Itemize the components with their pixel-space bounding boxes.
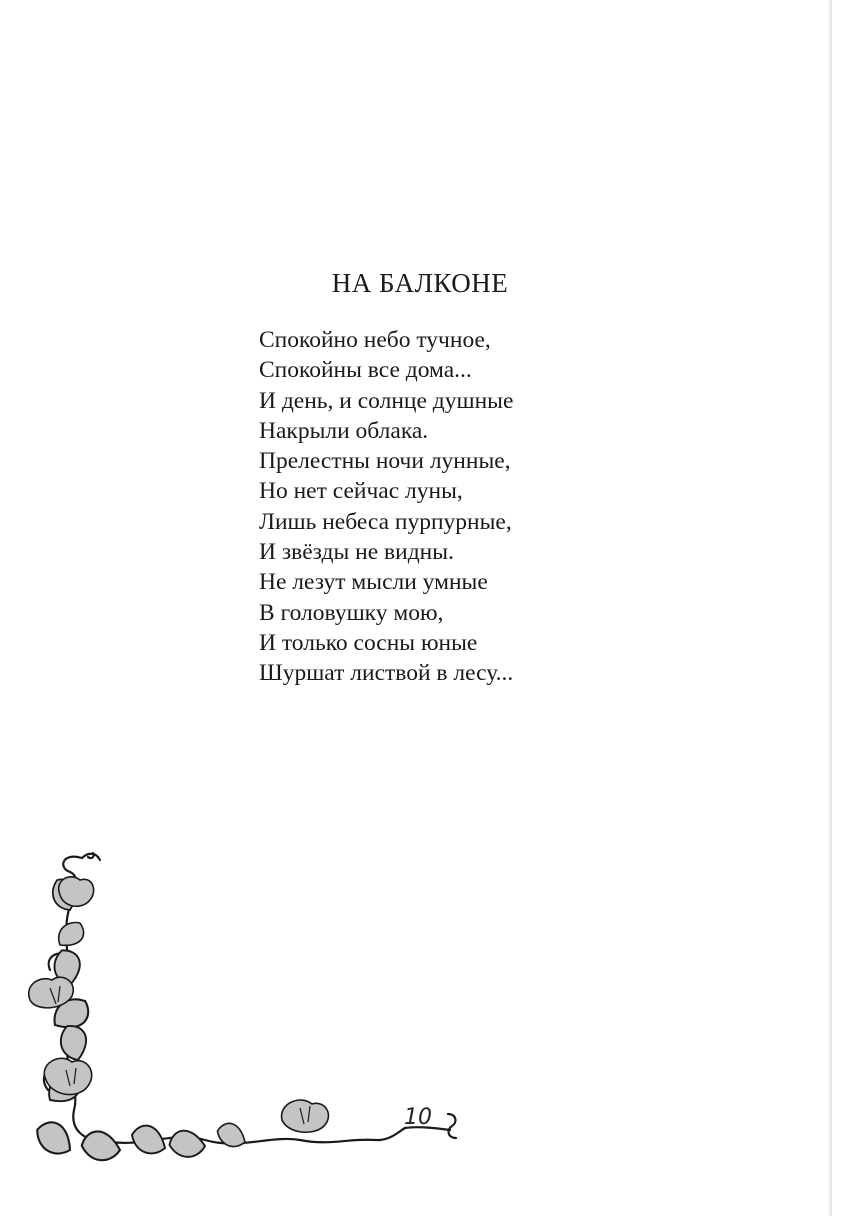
poem-line: И день, и солнце душные <box>259 387 514 414</box>
poem-line: Спокойны все дома... <box>259 357 472 384</box>
poem-line: Прелестны ночи лунные, <box>259 448 511 475</box>
poem-line: И звёзды не видны. <box>259 539 454 566</box>
poem-line: И только сосны юные <box>259 629 478 656</box>
poem-line: Шуршат листвой в лесу... <box>259 660 514 687</box>
poem-line: Но нет сейчас луны, <box>259 478 463 505</box>
page-edge <box>829 0 832 1216</box>
poem-line: Не лезут мысли умные <box>259 569 488 596</box>
page-number: 10 <box>404 1105 432 1130</box>
poem-title: НА БАЛКОНЕ <box>331 268 509 298</box>
poem-line: В головушку мою, <box>259 599 444 626</box>
poem-line: Накрыли облака. <box>259 417 429 444</box>
poem-line: Лишь небеса пурпурные, <box>259 508 512 535</box>
poem-line: Спокойно небо тучное, <box>259 327 491 353</box>
